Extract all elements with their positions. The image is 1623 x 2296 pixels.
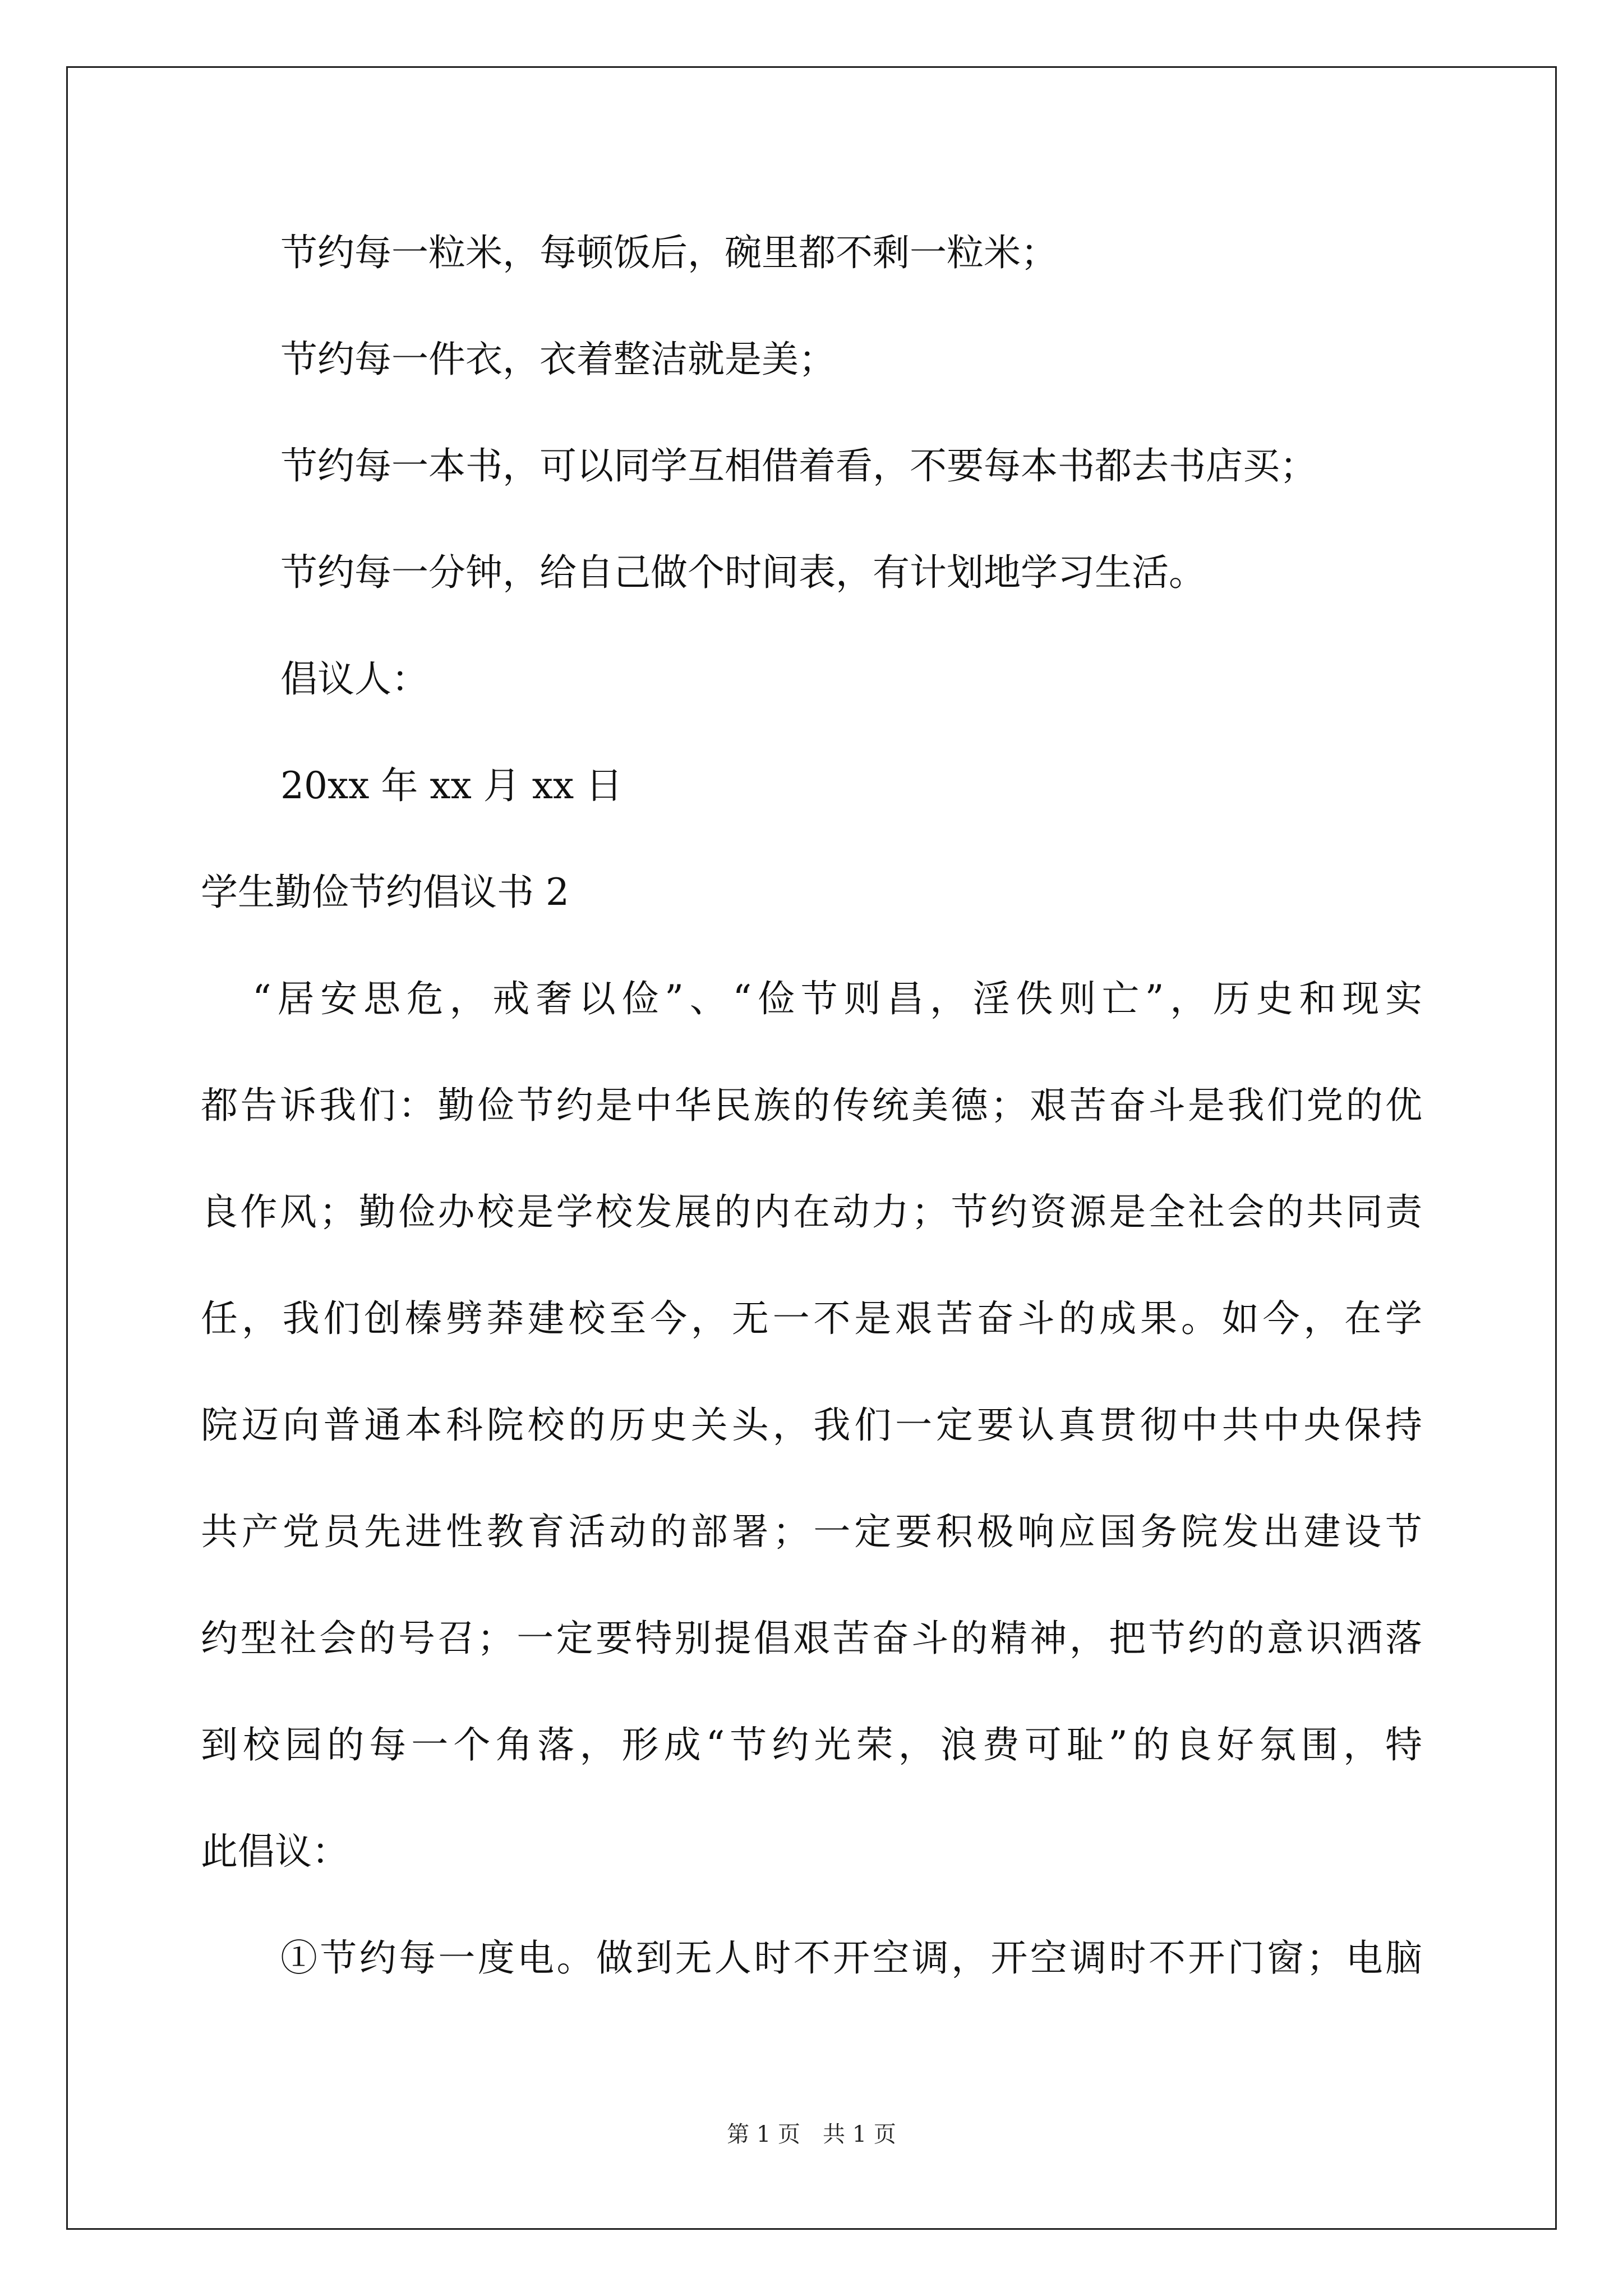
paragraph-line: 节约每一分钟，给自己做个时间表，有计划地学习生活。 <box>280 551 1206 594</box>
paragraph-line: 院迈向普通本科院校的历史关头，我们一定要认真贯彻中共中央保持 <box>201 1404 1422 1447</box>
paragraph-line: 都告诉我们：勤俭节约是中华民族的传统美德；艰苦奋斗是我们党的优 <box>201 1084 1422 1127</box>
paragraph-line: 节约每一件衣，衣着整洁就是美； <box>280 338 836 381</box>
paragraph-line: 任，我们创榛劈莽建校至今，无一不是艰苦奋斗的成果。如今，在学 <box>201 1297 1422 1340</box>
page-number-footer: 第 1 页 共 1 页 <box>727 2122 896 2147</box>
paragraph-line: 此倡议： <box>201 1830 349 1873</box>
section-title: 学生勤俭节约倡议书 2 <box>201 871 569 914</box>
paragraph-line: 节约每一本书，可以同学互相借着看，不要每本书都去书店买； <box>280 444 1317 487</box>
paragraph-line: ①节约每一度电。做到无人时不开空调，开空调时不开门窗；电脑 <box>280 1936 1422 1980</box>
paragraph-line: 约型社会的号召；一定要特别提倡艰苦奋斗的精神，把节约的意识洒落 <box>201 1617 1422 1660</box>
signature-label: 倡议人： <box>280 657 428 701</box>
paragraph-line: 到校园的每一个角落，形成“节约光荣，浪费可耻”的良好氛围，特 <box>201 1723 1422 1766</box>
paragraph-line: “居安思危，戒奢以俭”、“俭节则昌，淫佚则亡”，历史和现实 <box>252 977 1422 1020</box>
date-line: 20xx 年 xx 月 xx 日 <box>280 764 623 807</box>
paragraph-line: 共产党员先进性教育活动的部署；一定要积极响应国务院发出建设节 <box>201 1510 1422 1553</box>
paragraph-line: 节约每一粒米，每顿饭后，碗里都不剩一粒米； <box>280 231 1058 274</box>
page-border <box>66 66 1557 2230</box>
paragraph-line: 良作风；勤俭办校是学校发展的内在动力；节约资源是全社会的共同责 <box>201 1190 1422 1234</box>
